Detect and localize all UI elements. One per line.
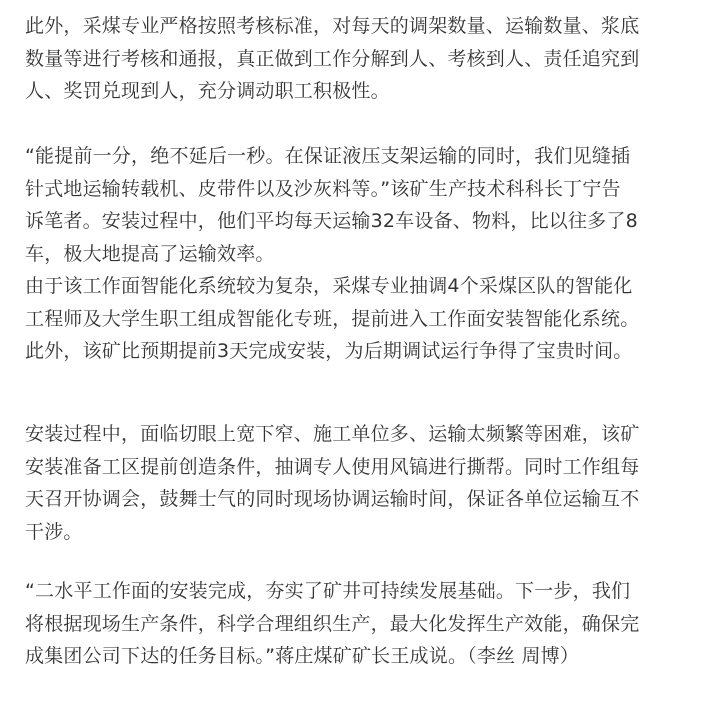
article-paragraph [25, 575, 639, 673]
text-line: 安装准备工区提前创造条件，抽调专人使用风镐进行撕帮。同时工作组每 [25, 455, 640, 478]
text-line: 车，极大地提高了运输效率。 [25, 242, 275, 265]
text-line: 诉笔者。安装过程中，他们平均每天运输32车设备、物料，比以往多了8 [25, 210, 638, 232]
text-line: 将根据现场生产条件，科学合理组织生产，最大化发挥生产效能，确保完 [25, 612, 640, 635]
text-line: 成集团公司下达的任务目标。”蒋庄煤矿矿长王成说。（李丝 周博） [25, 645, 580, 667]
text-line: 此外，该矿比预期提前3天完成安装，为后期调试运行争得了宝贵时间。 [25, 340, 633, 362]
text-line: 针式地运输转载机、皮带件以及沙灰料等。”该矿生产技术科科长丁宁告 [25, 177, 621, 200]
article-paragraph [25, 418, 639, 548]
text-line: 数量等进行考核和通报，真正做到工作分解到人、考核到人、责任追究到 [25, 47, 640, 70]
text-line: “二水平工作面的安装完成，夯实了矿井可持续发展基础。下一步，我们 [25, 580, 631, 602]
text-line: 人、奖罚兑现到人，充分调动职工积极性。 [25, 80, 390, 102]
text-line: 安装过程中，面临切眼上宽下窄、施工单位多、运输太频繁等困难，该矿 [25, 423, 640, 445]
text-line: 此外，采煤专业严格按照考核标准，对每天的调架数量、运输数量、浆底 [25, 15, 640, 37]
article-paragraph [25, 10, 639, 108]
text-line: 工程师及大学生职工组成智能化专班，提前进入工作面安装智能化系统。 [25, 307, 640, 330]
text-line: 天召开协调会，鼓舞士气的同时现场协调运输时间，保证各单位运输互不 [25, 488, 640, 510]
text-line: 干涉。 [25, 520, 83, 543]
text-line: 由于该工作面智能化系统较为复杂，采煤专业抽调4个采煤区队的智能化 [25, 275, 633, 297]
text-line: “能提前一分，绝不延后一秒。在保证液压支架运输的同时，我们见缝插 [25, 145, 631, 167]
article-paragraph [25, 270, 639, 368]
article-paragraph [25, 140, 638, 270]
